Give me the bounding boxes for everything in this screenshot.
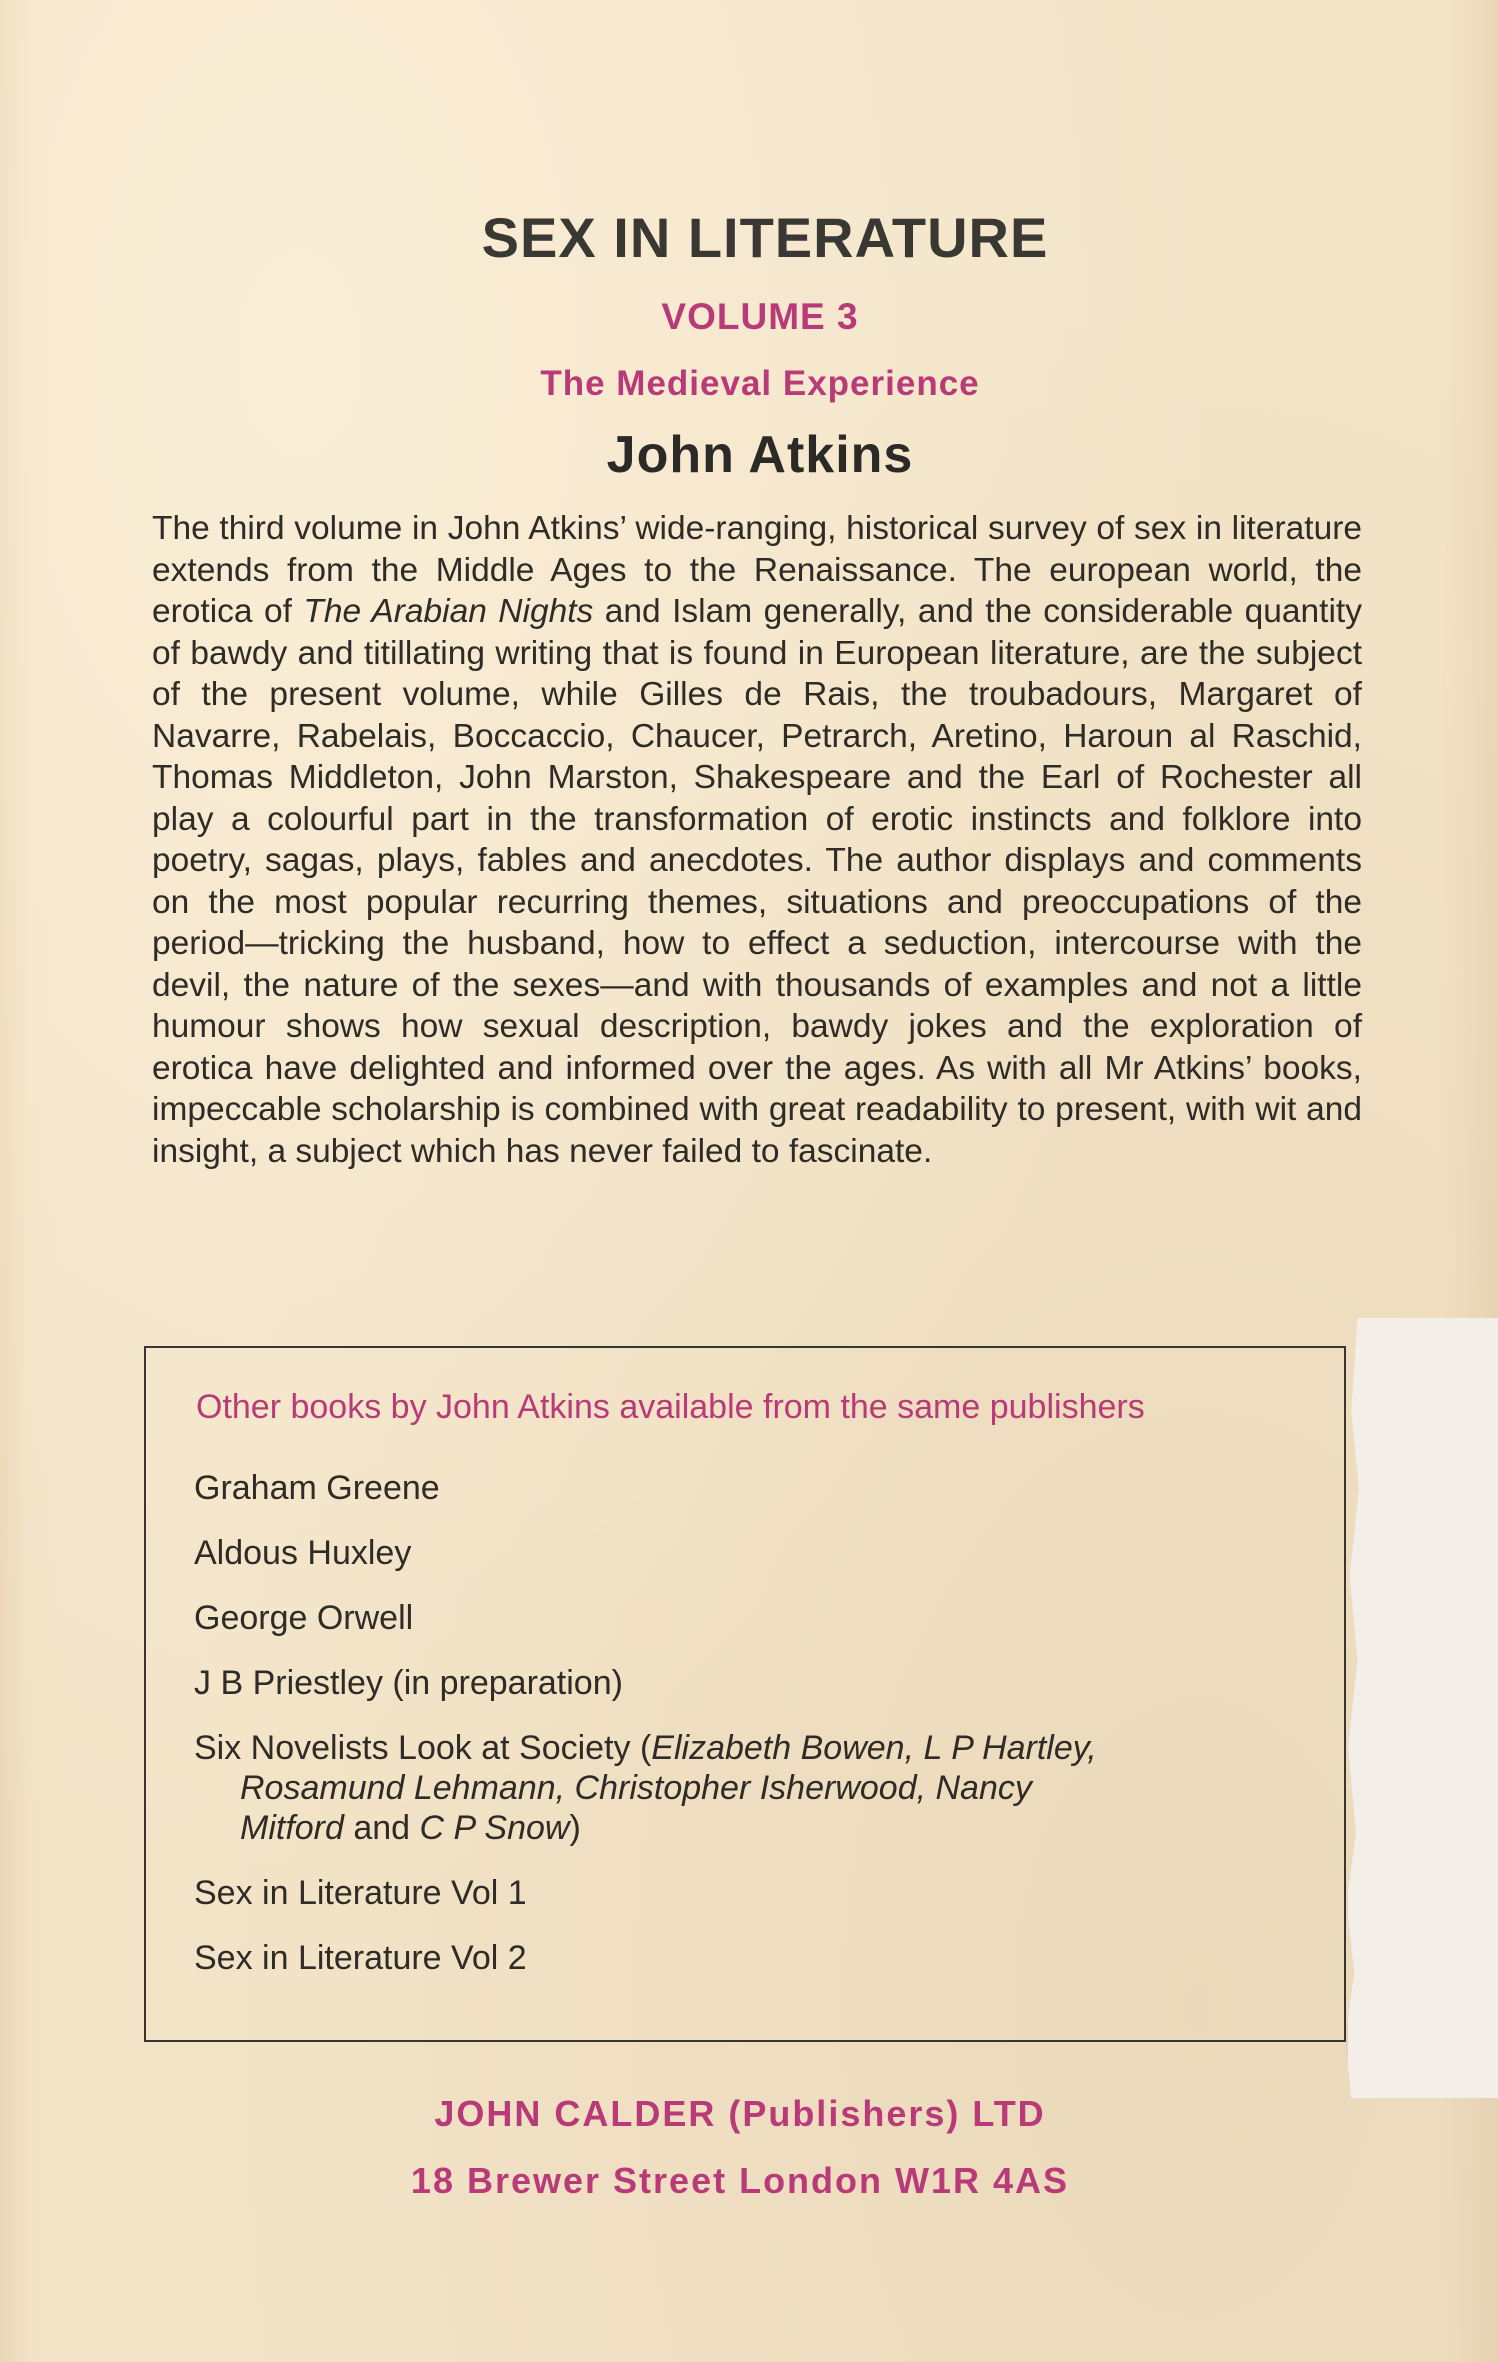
list-item: Sex in Literature Vol 1: [194, 1874, 527, 1912]
list-item: Graham Greene: [194, 1469, 440, 1507]
other-books-box: [144, 1346, 1346, 2042]
publisher-name: JOHN CALDER (Publishers) LTD: [434, 2093, 1046, 2134]
six-novelists-snow: C P Snow: [419, 1809, 570, 1847]
list-item: Sex in Literature Vol 2: [194, 1939, 527, 1977]
blurb-paragraph: [152, 508, 1362, 1172]
author-name: John Atkins: [606, 426, 914, 484]
six-novelists-names-2: Rosamund Lehmann, Christopher Isherwood, Nancy: [240, 1769, 1032, 1807]
torn-sticker-residue: [1345, 1318, 1498, 2098]
blurb-text-part1: The third volume in John Atkins’ wide-ranging, historical survey of sex in literature extends from the Middle Ages to the Renaissance. The european world, the erotica of: [152, 510, 1362, 630]
six-novelists-and: and: [343, 1809, 420, 1847]
six-novelists-names-1: Elizabeth Bowen, L P Hartley,: [651, 1729, 1097, 1767]
volume-subtitle: The Medieval Experience: [540, 364, 980, 403]
other-books-heading: Other books by John Atkins available from the same publishers: [196, 1388, 1145, 1426]
blurb-italic-title: The Arabian Nights: [303, 593, 594, 630]
other-books-list: [194, 1468, 1314, 2003]
six-novelists-prefix: Six Novelists Look at Society (: [194, 1729, 652, 1767]
list-item: Aldous Huxley: [194, 1534, 412, 1572]
book-title: SEX IN LITERATURE: [481, 206, 1049, 269]
blurb-text-part2: and Islam generally, and the considerable quantity of bawdy and titillating writing that is found in European literature, are the subject of the present volume, while Gilles de Rais, the troubadours, Margaret of Navarre, Rabelais, Boccaccio, Chaucer, Petrarch, Aretino, Haroun al Raschid, Thomas Middleton, John Marston, Shakespeare and the Earl of Rochester all play a colourful part in the transformation of erotic instincts and folklore into poetry, sagas, plays, fables and anecdotes. The author displays and comments on the most popular recurring themes, situations and preoccupations of the period—tricking the husband, how to effect a seduction, intercourse with the devil, the nature of the sexes—and with thousands of examples and not a little humour shows how sexual description, bawdy jokes and the exploration of erotica have delighted and informed over the ages. As with all Mr Atkins’ books, impeccable scholarship is combined with great readability to present, with wit and insight, a subject which has never failed to fascinate.: [152, 593, 1362, 1170]
list-item: J B Priestley (in preparation): [194, 1664, 623, 1702]
publisher-address: 18 Brewer Street London W1R 4AS: [410, 2160, 1070, 2201]
six-novelists-suffix: ): [569, 1809, 581, 1847]
list-item-six-novelists: [194, 1728, 1314, 1848]
volume-number: VOLUME 3: [661, 296, 859, 337]
list-item: George Orwell: [194, 1599, 414, 1637]
six-novelists-mitford: Mitford: [240, 1809, 344, 1847]
